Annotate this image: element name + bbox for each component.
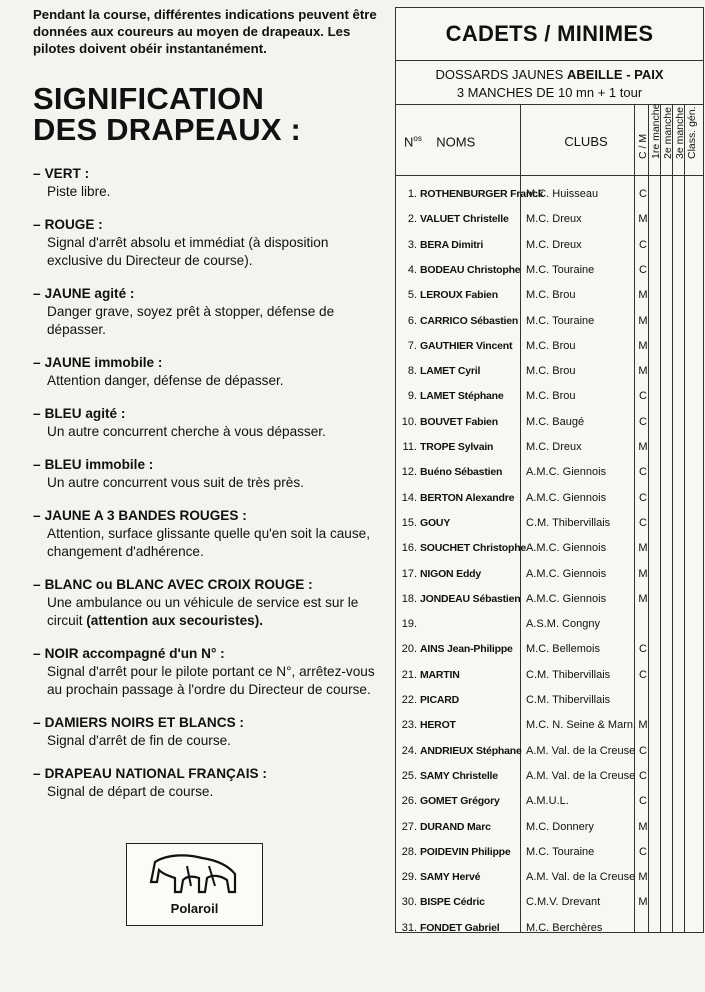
club-name: A.M.U.L. [526,795,569,808]
table-row [396,463,703,481]
rider-name [400,615,420,633]
header-divider [672,105,686,175]
table-row [396,666,703,684]
table-header [396,105,703,176]
rider-name-text: GAUTHIER Vincent [420,339,513,352]
table-row [396,261,703,279]
rider-name-text: DURAND Marc [420,820,491,833]
header-divider [648,103,662,175]
polar-bear-icon [147,852,242,894]
rider-name-text: SOUCHET Christophe [420,542,527,555]
rider-name [400,716,456,734]
header-clubs: CLUBS [564,134,608,149]
flag-name: – BLEU agité : [33,406,126,421]
flag-name: – VERT : [33,166,90,181]
flag-item [33,714,378,750]
table-row [396,919,703,937]
rider-name-text: ROTHENBURGER Franck [420,188,544,200]
flag-description-text: Signal d'arrêt de fin de course. [47,733,231,748]
bib-number: 9. [407,390,417,403]
table-row [396,868,703,886]
club-name: M.C. Dreux [526,213,582,226]
rider-name [400,767,498,785]
rider-name-text: BOUVET Fabien [420,415,498,428]
category: C [639,263,647,276]
rider-name-text: MARTIN [420,668,460,681]
flag-item [33,456,378,492]
bib-number: 17. [401,567,417,580]
flag-description [33,303,378,339]
bib-number: 2. [407,213,417,226]
flag-description-text: Signal de départ de course. [47,784,214,799]
bib-number: 22. [401,694,417,706]
rider-name-text: CARRICO Sébastien [420,314,519,327]
category: M [638,289,648,302]
category: M [638,567,648,580]
rider-name-text: BERA Dimitri [420,238,484,251]
club-name: M.C. Dreux [526,441,582,453]
club-name: A.M. Val. de la Creuse [526,769,636,782]
rider-name [400,489,514,507]
bib-number: 1. [407,188,417,200]
club-name: M.C. Touraine [526,314,595,327]
bib-number: 6. [407,314,417,327]
flag-name-text: ROUGE : [44,217,103,232]
rider-name [400,666,460,684]
club-name: M.C. Brou [526,390,576,403]
flag-description-text: Signal d'arrêt pour le pilote portant ce N°, arrêtez-vous au prochain passage à l'ordre du Directeur de course. [47,664,375,697]
category: C [639,516,647,529]
rider-name-text: SAMY Christelle [420,769,498,782]
club-name: M.C. Brou [526,339,576,352]
category: M [638,213,648,226]
flag-description-text: Piste libre. [47,184,111,199]
flag-name: – JAUNE agité : [33,286,135,301]
rider-name [400,590,520,608]
flag-description-text: Danger grave, soyez prêt à stopper, défense de dépasser. [47,304,335,337]
header-noms-label: NOMS [436,134,476,150]
flag-name-text: DRAPEAU NATIONAL FRANÇAIS : [44,766,267,781]
table-row [396,716,703,734]
category: M [638,441,648,453]
club-name: M.C. N. Seine & Marn. [526,719,637,732]
bib-number: 14. [401,491,417,504]
flag-description [33,525,378,561]
club-name: M.C. Touraine [526,845,595,858]
category: M [638,542,648,555]
category: C [639,795,647,808]
flag-description-text: Signal d'arrêt absolu et immédiat (à disposition exclusive du Directeur de course). [47,235,329,268]
club-name: A.M.C. Giennois [526,567,607,580]
flag-item [33,285,378,339]
header-cm: C / M [637,133,649,159]
table-row [396,539,703,557]
rider-name-text: GOMET Grégory [420,795,500,808]
club-name: M.C. Bellemois [526,643,600,656]
table-row [396,767,703,785]
flag-description-text: Un autre concurrent cherche à vous dépasser. [47,424,326,439]
header-divider [634,105,649,175]
rider-name-text: PICARD [420,694,460,706]
table-row [396,691,703,709]
flag-item [33,765,378,801]
rider-name-text: VALUET Christelle [420,213,509,226]
bib-number: 7. [407,339,417,352]
flag-name-text: VERT : [44,166,90,181]
flag-name: – NOIR accompagné d'un N° : [33,646,225,661]
sub-line2: 3 MANCHES DE 10 mn + 1 tour [456,85,643,100]
flag-description [33,372,378,390]
flag-description-text: Attention, surface glissante quelle qu'en soit la cause, changement d'adhérence. [47,526,371,559]
club-name: A.M.C. Giennois [526,466,607,479]
table-row [396,362,703,380]
club-name: A.M.C. Giennois [526,542,607,555]
flag-description [33,594,378,630]
rider-name-text: GOUY [420,516,451,529]
flag-name-text: NOIR accompagné d'un N° : [44,646,225,661]
table-row [396,210,703,228]
rider-name [400,286,498,304]
rider-name [400,539,526,557]
club-name: A.S.M. Congny [526,618,600,631]
bib-number: 8. [407,365,417,378]
flag-description-text: Attention danger, défense de dépasser. [47,373,284,388]
flag-description [33,234,378,270]
title-line-2: DES DRAPEAUX : [33,112,302,147]
bib-number: 28. [401,845,417,858]
table-row [396,565,703,583]
logo-text: Polaroil [170,901,219,916]
club-name: C.M. Thibervillais [526,516,611,529]
table-row [396,615,703,633]
intro-text: Pendant la course, différentes indications peuvent être données aux coureurs au moyen de drapeaux. Les pilotes doivent obéir instantanément. [33,7,377,56]
table-row [396,818,703,836]
club-name: M.C. Brou [526,365,576,378]
rider-name [400,236,483,254]
rider-name-text: POIDEVIN Philippe [420,845,511,858]
category: C [639,769,647,782]
table-title: CADETS / MINIMES [396,8,703,61]
flag-description [33,474,378,492]
rider-name [400,438,493,456]
club-name: A.M.C. Giennois [526,592,607,605]
flag-name-text: BLANC ou BLANC AVEC CROIX ROUGE : [44,577,313,592]
club-name: A.M. Val. de la Creuse [526,871,636,884]
table-subtitle [396,61,703,105]
flag-name-text: JAUNE immobile : [44,355,163,370]
header-nos: N [404,134,414,150]
category: M [638,365,648,378]
bib-number: 31. [401,921,417,934]
flag-description-text: Un autre concurrent vous suit de très près. [47,475,304,490]
bib-number: 29. [401,871,417,884]
flag-item [33,507,378,561]
header-nos-sup: os [413,134,422,143]
rider-name-text: TROPE Sylvain [420,441,494,453]
page-title [33,83,378,145]
flag-item [33,645,378,699]
bib-number: 3. [407,238,417,251]
table-row [396,337,703,355]
flag-description-bold: (attention aux secouristes). [86,613,264,628]
rider-name-text: LAMET Stéphane [420,390,504,403]
table-row [396,792,703,810]
flag-item [33,405,378,441]
rider-name-text: FONDET Gabriel [420,921,500,934]
header-manche-1: 1re manche [650,103,662,159]
bib-number: 27. [401,820,417,833]
category: C [639,491,647,504]
category: M [638,896,648,909]
flag-item [33,576,378,630]
flag-name-text: DAMIERS NOIRS ET BLANCS : [44,715,244,730]
club-name: C.M. Thibervillais [526,694,611,706]
sub-line1-text: DOSSARDS JAUNES [435,67,567,82]
rider-name-text: Buéno Sébastien [420,466,503,479]
club-name: C.M. Thibervillais [526,668,611,681]
flag-name: – DAMIERS NOIRS ET BLANCS : [33,715,244,730]
bib-number: 15. [401,516,417,529]
category: M [638,339,648,352]
rider-name [400,514,450,532]
club-name: A.M. Val. de la Creuse [526,744,636,757]
bib-number: 4. [407,263,417,276]
club-name: M.C. Donnery [526,820,594,833]
flag-description [33,183,378,201]
table-row [396,893,703,911]
rider-name [400,691,459,709]
sub-line1-bold: ABEILLE - PAIX [566,67,664,82]
rider-name [400,312,518,330]
rider-name [400,640,513,658]
bib-number: 30. [401,896,417,909]
bib-number: 12. [401,466,417,479]
header-classement: Class. gén. [686,106,698,159]
rider-name [400,413,498,431]
flag-name: – BLEU immobile : [33,457,154,472]
table-row [396,236,703,254]
bib-number: 24. [401,744,417,757]
rider-name [400,261,520,279]
table-row [396,387,703,405]
rider-name [400,818,491,836]
flag-name: – BLANC ou BLANC AVEC CROIX ROUGE : [33,577,313,592]
flag-name: – ROUGE : [33,217,103,232]
category: C [639,643,647,656]
flag-rules-column [33,6,378,816]
flag-name-text: BLEU immobile : [44,457,154,472]
club-name: M.C. Brou [526,289,576,302]
table-row [396,438,703,456]
rider-name [400,919,499,937]
rider-name [400,565,481,583]
header-divider [684,105,698,175]
title-line-1: SIGNIFICATION [33,81,265,116]
table-body [396,175,703,932]
rider-name [400,362,480,380]
bib-number: 18. [401,592,417,605]
flag-name: – JAUNE immobile : [33,355,163,370]
header-divider [520,105,521,175]
table-row [396,286,703,304]
rider-name-text: AINS Jean-Philippe [420,643,513,656]
rider-name [400,843,511,861]
table-row [396,590,703,608]
header-manche-2: 2e manche [662,107,674,159]
bib-number: 21. [401,668,417,681]
bib-number: 23. [401,719,417,732]
category: M [638,820,648,833]
rider-name-text: BERTON Alexandre [420,491,515,504]
category: C [639,238,647,251]
flag-name-text: BLEU agité : [44,406,126,421]
rider-name [400,463,502,481]
rider-name [400,387,504,405]
rider-name [400,893,485,911]
bib-number: 5. [407,289,417,302]
flag-name: – DRAPEAU NATIONAL FRANÇAIS : [33,766,267,781]
rider-name-text: NIGON Eddy [420,567,482,580]
category: M [638,719,648,732]
club-name: C.M.V. Drevant [526,896,601,909]
entry-list-table [395,7,704,933]
category: C [639,390,647,403]
bib-number: 25. [401,769,417,782]
rider-name-text: ANDRIEUX Stéphane [420,744,522,757]
header-divider [660,105,674,175]
flag-list [33,165,378,801]
table-row [396,312,703,330]
rider-name [400,868,480,886]
table-row [396,413,703,431]
category: C [639,744,647,757]
category: C [639,668,647,681]
rider-name-text: LAMET Cyril [420,365,481,378]
flag-description-text: Une ambulance ou un véhicule de service est sur le circuit [47,595,359,628]
rider-name [400,742,522,760]
club-name: M.C. Baugé [526,415,585,428]
club-name: A.M.C. Giennois [526,491,607,504]
table-row [396,514,703,532]
table-row [396,640,703,658]
flag-name: – JAUNE A 3 BANDES ROUGES : [33,508,247,523]
category: M [638,871,648,884]
rider-name-text: JONDEAU Sébastien [420,592,521,605]
rider-name [400,185,543,203]
flag-name-text: JAUNE agité : [44,286,135,301]
flag-item [33,165,378,201]
bib-number: 11. [402,441,417,453]
table-row [396,843,703,861]
flag-item [33,216,378,270]
club-name: M.C. Huisseau [526,188,599,200]
flag-description [33,783,378,801]
rider-name-text: HEROT [420,719,456,732]
flag-name-text: JAUNE A 3 BANDES ROUGES : [44,508,247,523]
table-row [396,185,703,203]
rider-name [400,792,500,810]
bib-number: 26. [401,795,417,808]
bib-number: 16. [401,542,417,555]
category: M [638,314,648,327]
category: C [639,466,647,479]
header-manche-3: 3e manche [674,107,686,159]
table-row [396,489,703,507]
club-name: M.C. Berchères [526,921,603,934]
rider-name [400,210,509,228]
header-noms [404,134,475,149]
polaroil-logo [126,843,263,926]
bib-number: 20. [401,643,417,656]
category: C [639,845,647,858]
flag-description [33,663,378,699]
category: C [639,188,647,200]
rider-name-text: LEROUX Fabien [420,289,498,302]
rider-name-text: BISPE Cédric [420,896,485,909]
bib-number: 19. [401,618,417,631]
flag-description [33,423,378,441]
club-name: M.C. Dreux [526,238,582,251]
table-row [396,742,703,760]
bib-number: 10. [401,415,417,428]
flag-description [33,732,378,750]
rider-name [400,337,512,355]
rider-name-text: SAMY Hervé [420,871,481,884]
club-name: M.C. Touraine [526,263,595,276]
rider-name-text: BODEAU Christophe [420,263,521,276]
category: C [639,415,647,428]
flag-item [33,354,378,390]
category: M [638,592,648,605]
